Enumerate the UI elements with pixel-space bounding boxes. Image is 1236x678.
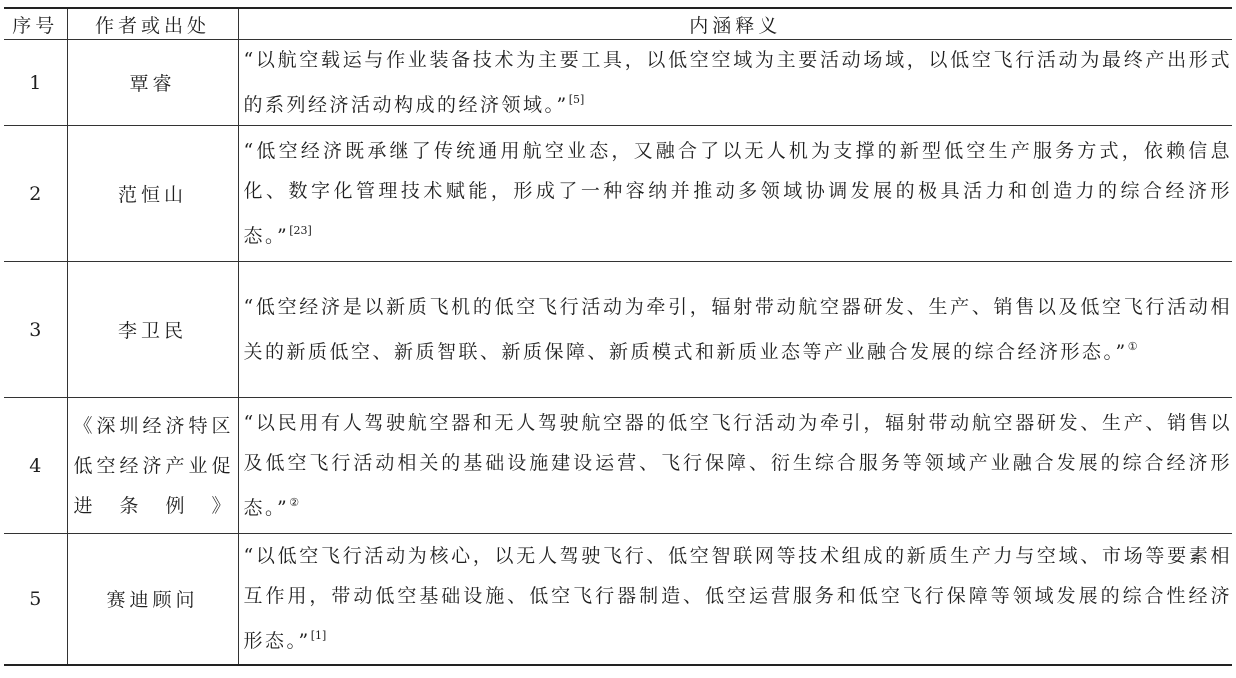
- table-row: [4, 534, 1232, 665]
- row-number: 2: [4, 126, 67, 262]
- definition-text: “以航空载运与作业装备技术为主要工具，以低空空域为主要活动场域，以低空飞行活动为最终产出形式的系列经济活动构成的经济领域。”: [243, 49, 1232, 116]
- row-definition: [238, 126, 1232, 262]
- definitions-table: [4, 7, 1232, 666]
- row-author: 覃睿: [67, 40, 238, 126]
- row-author: 李卫民: [67, 262, 238, 398]
- definition-text: “以民用有人驾驶航空器和无人驾驶航空器的低空飞行活动为牵引，辐射带动航空器研发、生产、销售以及低空飞行活动相关的基础设施建设运营、飞行保障、衍生综合服务等领域产业融合发展的综合经济形态。”: [243, 412, 1232, 519]
- header-no: 序号: [4, 8, 67, 40]
- row-number: 1: [4, 40, 67, 126]
- header-author: 作者或出处: [67, 8, 238, 40]
- row-number: 5: [4, 534, 67, 665]
- table-row: [4, 398, 1232, 534]
- definition-text: “以低空飞行活动为核心，以无人驾驶飞行、低空智联网等技术组成的新质生产力与空域、市场等要素相互作用，带动低空基础设施、低空飞行器制造、低空运营服务和低空飞行保障等领域发展的综合性经济形态。”: [243, 545, 1232, 653]
- citation-ref: ①: [1127, 340, 1138, 353]
- header-content: 内涵释义: [238, 8, 1232, 40]
- citation-ref: [5]: [568, 93, 585, 106]
- row-definition: [238, 40, 1232, 126]
- row-author: 范恒山: [67, 126, 238, 262]
- definition-text: “低空经济是以新质飞机的低空飞行活动为牵引，辐射带动航空器研发、生产、销售以及低空飞行活动相关的新质低空、新质智联、新质保障、新质模式和新质业态等产业融合发展的综合经济形态。”: [243, 296, 1232, 363]
- row-definition: [238, 534, 1232, 665]
- table-row: [4, 40, 1232, 126]
- row-author: 《深圳经济特区低空经济产业促进条例》: [67, 398, 238, 534]
- row-number: 3: [4, 262, 67, 398]
- citation-ref: [1]: [310, 629, 327, 643]
- definition-text: “低空经济既承继了传统通用航空业态，又融合了以无人机为支撑的新型低空生产服务方式，依赖信息化、数字化管理技术赋能，形成了一种容纳并推动多领域协调发展的极具活力和创造力的综合经济形态。”: [243, 140, 1232, 247]
- row-number: 4: [4, 398, 67, 534]
- row-definition: [238, 262, 1232, 398]
- table-row: [4, 126, 1232, 262]
- row-author: 赛迪顾问: [67, 534, 238, 665]
- table-header-row: [4, 8, 1232, 40]
- row-definition: [238, 398, 1232, 534]
- citation-ref: ②: [289, 496, 300, 509]
- table-row: [4, 262, 1232, 398]
- citation-ref: [23]: [289, 224, 312, 237]
